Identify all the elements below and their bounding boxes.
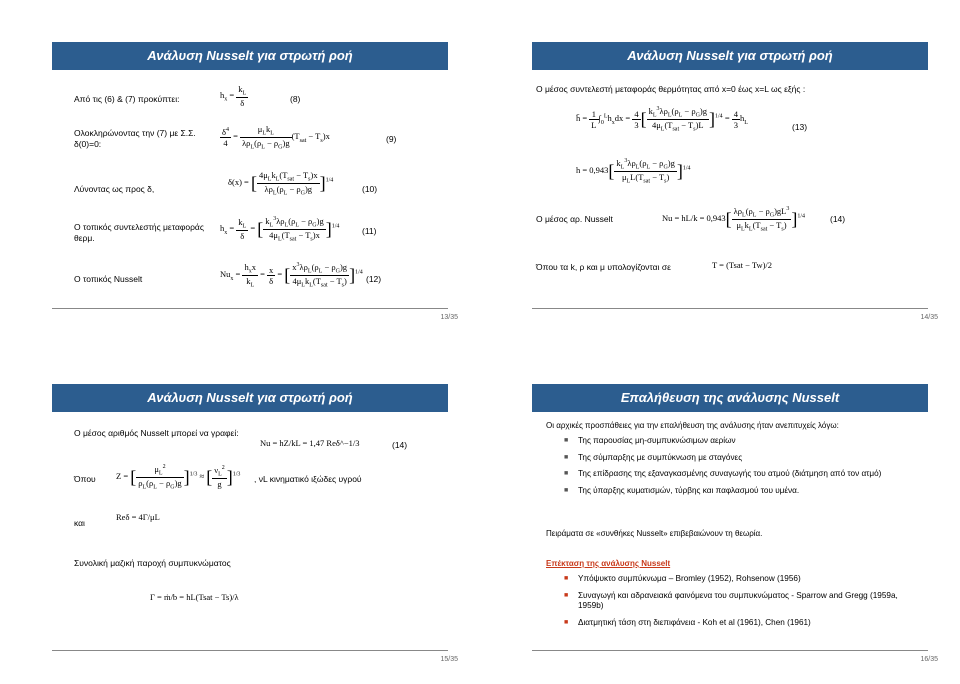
slide-title: Ανάλυση Nusselt για στρωτή ροή (532, 42, 928, 70)
row-label: Ολοκληρώνοντας την (7) με Σ.Σ. δ(0)=0: (74, 128, 196, 149)
equation-number: (11) (362, 226, 377, 236)
equation-number: (14) (830, 214, 846, 224)
intro-text: Ο μέσος συντελεστή μεταφοράς θερμότητας από x=0 έως x=L ως εξής : (536, 84, 806, 94)
divider (532, 308, 928, 309)
equation-8: $h_x$ = $\frac{k_L}{\delta}$ (220, 84, 247, 108)
row-label: Ο τοπικός συντελεστής μεταφοράς θερμ. (74, 222, 204, 243)
intro-text: Οι αρχικές προσπάθειες για την επαλήθευση της ανάλυσης ήταν ανεπιτυχείς λόγω: (546, 421, 839, 430)
where-label: Όπου (74, 474, 96, 484)
slide-title: Ανάλυση Nusselt για στρωτή ροή (52, 384, 448, 412)
page-number: 13/35 (440, 314, 458, 321)
reynolds-equation: Reδ = 4Γ/μL (116, 512, 160, 522)
page-number: 14/35 (920, 314, 938, 321)
mass-flow-equation: Γ = ṁ/b = hL(Tsat − Ts)/λ (150, 592, 239, 602)
equation-11: $h_x$ = $\frac{k_L}{\delta}$ = [ $\frac{k_L^3\lambda\rho_L(\rho_L - \rho_G)g}{4\mu_L(T_{sat} - T_s)x}$ ]$^{1/4}$ (220, 216, 340, 243)
film-temperature-equation: T = (Tsat − Tw)/2 (712, 260, 773, 270)
equation-number: (10) (362, 184, 378, 194)
row-label: Λύνοντας ως προς δ, (74, 184, 155, 194)
slide-14 (480, 0, 960, 342)
equation-constant: Nu = hL/k = 0,943 (662, 213, 726, 224)
equation-13: h̄ = $\frac{1}{L}$ $\int_0^Lh_xdx$ = $\frac{4}{3}$ [ $\frac{k_L^3\lambda\rho_L(\rho_L - \rho_G)g}{4\mu_L(T_{sat} - T_s)L}$ ]$^{1/4}$ = $\frac{4}{3}$ $h_L$ (576, 106, 748, 133)
nusselt-label: Ο μέσος αρ. Nusselt (536, 214, 613, 224)
properties-label: Όπου τα k, ρ και μ υπολογίζονται σε (536, 262, 671, 272)
equation-14: Nu = hZ/kL = 1,47 Reδ^−1/3 (260, 438, 360, 448)
equation-13b: h = 0,943[ $\frac{k_L^3\lambda\rho_L(\rho_L - \rho_G)g}{\mu_LL(T_{sat} - T_s)}$ ]$^{1/4}$ (576, 158, 691, 185)
slide-title: Επαλήθευση της ανάλυσης Nusselt (532, 384, 928, 412)
kinematic-viscosity-note: , νL κινηματικό ιξώδες υγρού (254, 474, 362, 484)
intro-text: Ο μέσος αριθμός Nusselt μπορεί να γραφεί: (74, 428, 239, 438)
and-label: και (74, 518, 85, 528)
equation-number: (13) (792, 122, 808, 132)
z-equation: Z = [ $\frac{\mu_L^2}{\rho_L(\rho_L - \rho_G)g}$ ]$^{1/3}$ ≈ [ $\frac{\nu_L^2}{g}$ ]$^{1/3}$ (116, 464, 241, 491)
row-label: Ο τοπικός Nusselt (74, 274, 143, 284)
equation-12: $Nu_x$ = $\frac{h_xx}{k_L}$ = $\frac{x}{\delta}$ = [ $\frac{x^3\lambda\rho_L(\rho_L - \rho_G)g}{4\mu_Lk_L(T_{sat} - T_s)}$ ]$^{1/4}$ (220, 262, 363, 289)
list-item: ■ Της επίδρασης της εξαναγκασμένης συναγωγής του ατμού (διάτμηση από τον ατμό) (564, 469, 904, 480)
slide-13 (0, 0, 480, 342)
slide-title: Ανάλυση Nusselt για στρωτή ροή (52, 42, 448, 70)
extensions-list (564, 574, 904, 634)
row-label: Από τις (6) & (7) προκύπτει: (74, 94, 180, 104)
equation-number: (12) (366, 274, 382, 284)
list-item: ■ Συναγωγή και αδρανειακά φαινόμενα του συμπυκνώματος - Sparrow and Gregg (1959a, 1959b) (564, 591, 904, 612)
slide-16 (480, 342, 960, 684)
equation-number: (14) (392, 440, 408, 450)
equation-9: $\frac{\delta^4}{4}$ = $\frac{\mu_Lk_L}{\lambda\rho_L(\rho_L - \rho_G)g}$ $(T_{sat} - T_s)x$ (222, 124, 330, 151)
list-item: ■ Υπόψυκτο συμπύκνωμα – Bromley (1952), Rohsenow (1956) (564, 574, 904, 585)
list-item: ■ Της σύμπαρξης με συμπύκνωση με σταγόνες (564, 453, 904, 464)
list-item: ■ Διατμητική τάση στη διεπιφάνεια - Koh et al (1961), Chen (1961) (564, 618, 904, 629)
equation-number: (8) (290, 94, 301, 104)
page-number: 16/35 (920, 656, 938, 663)
list-item: ■ Της ύπαρξης κυματισμών, τύρβης και παφλασμού του υμένα. (564, 486, 904, 497)
slide-15 (0, 342, 480, 684)
mass-flow-label: Συνολική μαζική παροχή συμπυκνώματος (74, 558, 231, 568)
equation-constant: h = 0,943 (576, 165, 609, 176)
equation-14: Nu = hL/k = 0,943[ $\frac{\lambda\rho_L(\rho_L - \rho_G)gL^3}{\mu_Lk_L(T_{sat} - T_s)}$ ]$^{1/4}$ (662, 206, 806, 233)
list-item: ■ Της παρουσίας μη-συμπυκνώσιμων αερίων (564, 436, 904, 447)
equation-10: δ(x) = [ $\frac{4\mu_Lk_L(T_{sat} - T_s)x}{\lambda\rho_L(\rho_L - \rho_G)g}$ ]$^{1/4}$ (228, 170, 334, 197)
divider (52, 308, 448, 309)
divider (532, 650, 928, 651)
experiments-text: Πειράματα σε «συνθήκες Nusselt» επιβεβαιώνουν τη θεωρία. (546, 529, 763, 538)
extension-title: Επέκταση της ανάλυσης Nusselt (546, 559, 671, 568)
equation-number: (9) (386, 134, 397, 144)
page-number: 15/35 (440, 656, 458, 663)
divider (52, 650, 448, 651)
reasons-list (564, 436, 904, 502)
